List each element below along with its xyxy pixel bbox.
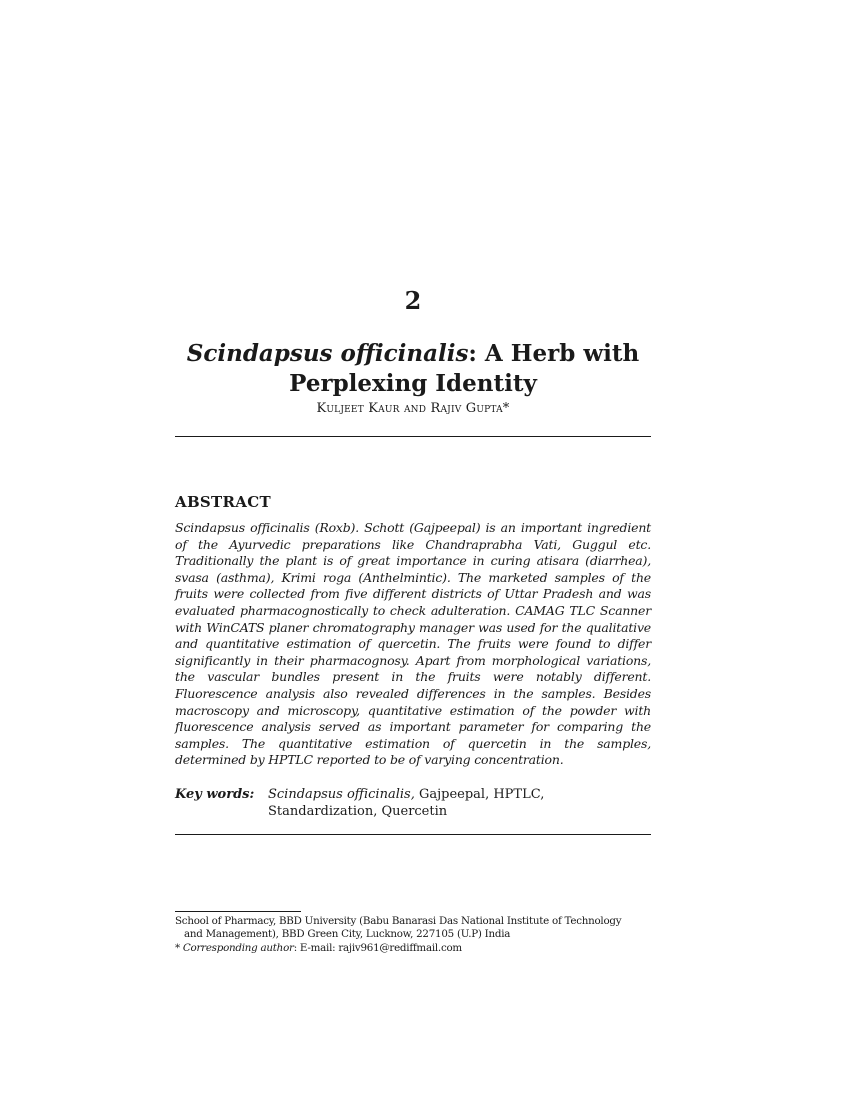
keywords	[175, 786, 651, 820]
authors: Kuljeet Kaur and Rajiv Gupta*	[316, 401, 510, 416]
keyword-species: Scindapsus officinalis,	[268, 787, 415, 802]
keywords-label: Key words:	[175, 787, 255, 802]
keywords-list	[268, 786, 651, 820]
corresponding-author-label: * Corresponding author	[175, 941, 294, 954]
affiliation-line2: and Management), BBD Green City, Lucknow, 227105 (U.P) India	[184, 928, 511, 941]
corresponding-author-email: : E-mail: rajiv961@rediffmail.com	[293, 941, 462, 954]
abstract-divider	[175, 834, 651, 835]
affiliation-line1: School of Pharmacy, BBD University (Babu Banarasi Das National Institute of Technology	[175, 915, 622, 927]
footnote	[175, 915, 655, 955]
page	[175, 0, 651, 1100]
title-divider	[175, 436, 651, 437]
chapter-title-line1-rest: : A Herb with	[468, 340, 640, 367]
keywords-rest: Gajpeepal, HPTLC, Standardization, Quercetin	[268, 787, 545, 819]
chapter-number: 2	[404, 286, 422, 315]
abstract-body: Scindapsus officinalis (Roxb). Schott (Gajpeepal) is an important ingredient of the Ayurvedic preparations like Chandraprabha Vati, Guggul etc. Traditionally the plant is of great importance in curing atisara (diarrhea), svasa (asthma), Krimi roga (Anthelmintic). The marketed samples of the fruits were collected from five different districts of Uttar Pradesh and was evaluated pharmacognostically to check adulteration. CAMAG TLC Scanner with WinCATS planer chromatography manager was used for the qualitative and quantitative estimation of quercetin. The fruits were found to differ significantly in their pharmacognosy. Apart from morphological variations, the vascular bundles present in the fruits were notably different. Fluorescence analysis also revealed differences in the samples. Besides macroscopy and microscopy, quantitative estimation of the powder with fluorescence analysis served as important parameter for comparing the samples. The quantitative estimation of quercetin in the samples, determined by HPTLC reported to be of varying concentration.	[175, 520, 651, 768]
chapter-title-species: Scindapsus officinalis	[186, 340, 469, 367]
chapter-title-line2: Perplexing Identity	[289, 370, 537, 397]
abstract-heading: ABSTRACT	[175, 493, 271, 511]
footnote-rule	[175, 911, 301, 912]
chapter-title	[175, 339, 651, 399]
